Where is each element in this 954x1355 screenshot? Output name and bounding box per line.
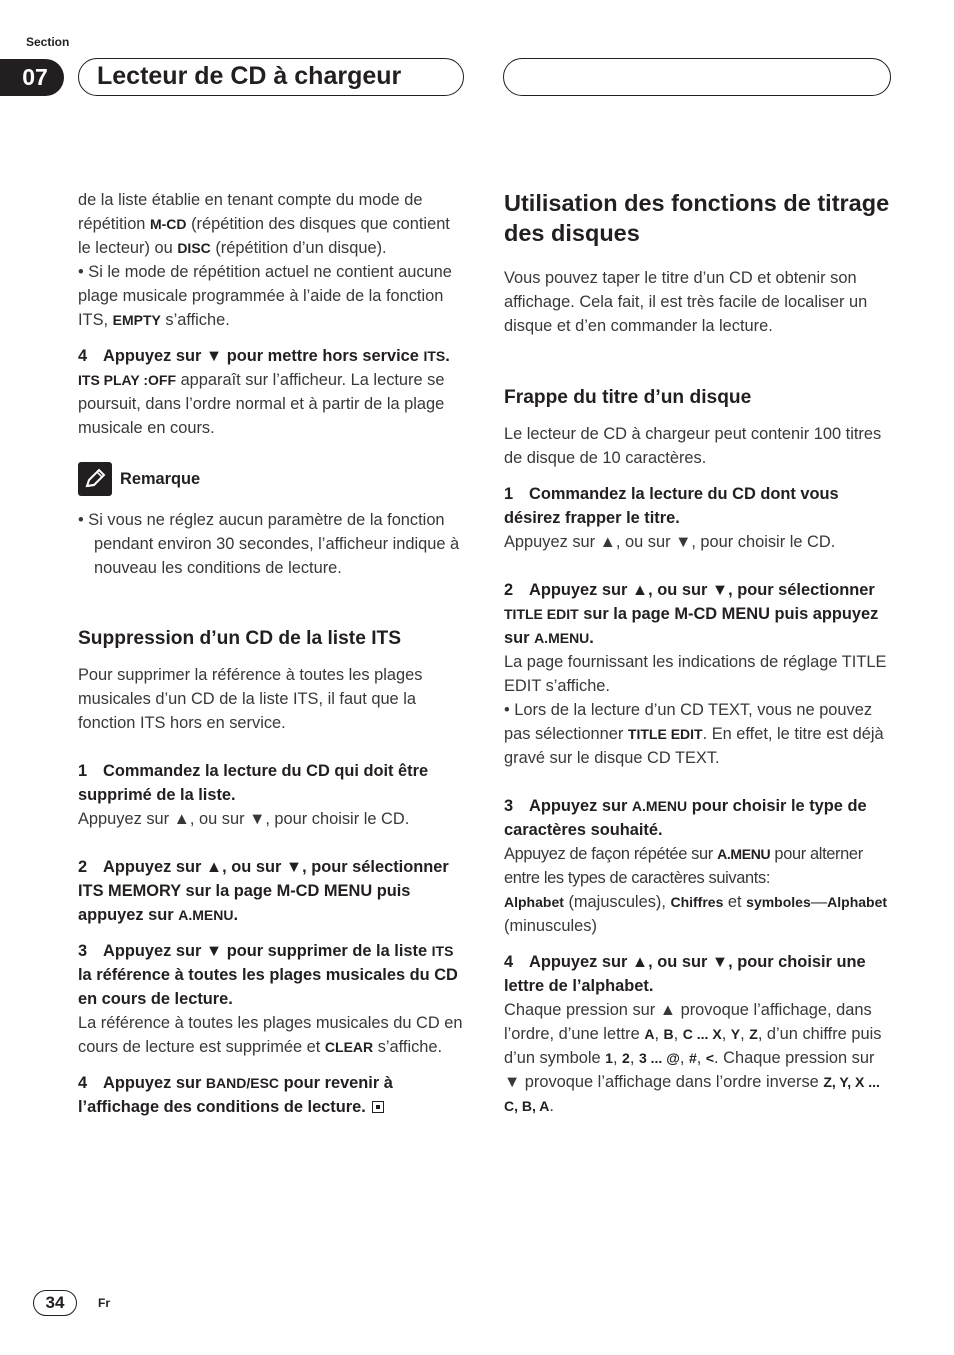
step-3 xyxy=(78,939,465,1011)
text-run: pour choisir le type de caractères souhaité. xyxy=(504,797,867,839)
text-run: apparaît sur l’afficheur. La lecture se poursuit, dans l’ordre normal et à partir de la plage musicale en cours. xyxy=(78,371,445,437)
step-description xyxy=(504,842,892,890)
pencil-icon xyxy=(78,462,112,496)
term: ITS xyxy=(423,348,446,364)
text-run: et xyxy=(723,893,747,911)
text-run: (minuscules) xyxy=(504,917,597,935)
paragraph: Pour supprimer la référence à toutes les plages musicales d’un CD de la liste ITS, il faut que la fonction ITS hors en service. xyxy=(78,666,423,732)
text-run: (majuscules), xyxy=(563,893,671,911)
step-number: 4 xyxy=(78,347,88,365)
term: Alphabet xyxy=(504,894,564,910)
text-run: s’affiche. xyxy=(373,1038,443,1056)
step-number: 3 xyxy=(504,797,514,815)
term: 1 xyxy=(605,1050,613,1066)
term: M-CD xyxy=(149,216,187,232)
term: A.MENU xyxy=(534,630,590,646)
text-run: . xyxy=(549,1097,554,1115)
term: C ... X xyxy=(682,1026,722,1042)
note-header xyxy=(78,462,465,496)
text-run: , xyxy=(612,1049,623,1067)
text-run: , xyxy=(721,1025,731,1043)
term: BAND/ESC xyxy=(205,1075,280,1091)
term: TITLE EDIT xyxy=(504,606,579,622)
text-run: , xyxy=(740,1025,750,1043)
header-empty-box xyxy=(503,58,891,96)
text-run: . xyxy=(445,347,450,365)
text-run: puis appuyez sur xyxy=(504,605,879,647)
section-number-badge: 07 xyxy=(0,59,64,96)
text-run: , xyxy=(679,1049,689,1067)
text-run: Appuyez de façon répétée sur xyxy=(504,845,718,863)
left-column xyxy=(78,188,465,1119)
step-number: 3 xyxy=(78,942,88,960)
text-run: • Si le mode de répétition actuel ne contient aucune plage musicale programmée à l’aide de la fonction ITS, xyxy=(78,263,452,329)
text-run: Appuyez sur ▼ pour mettre hors service xyxy=(103,347,424,365)
step-text xyxy=(504,797,867,839)
term: Y xyxy=(730,1026,741,1042)
text-run: . xyxy=(233,906,238,924)
term: Alphabet xyxy=(827,894,888,910)
term: DISC xyxy=(177,240,211,256)
text-run: Appuyez sur xyxy=(529,797,632,815)
text-run: — xyxy=(810,893,828,911)
step-text: Appuyez sur ▲, ou sur ▼, pour choisir une lettre de l’alphabet. xyxy=(504,953,866,995)
text-run: Chaque pression sur ▲ provoque l’affichage, dans l’ordre, d’une lettre xyxy=(504,1001,872,1043)
text-run: puis appuyez sur xyxy=(78,882,411,924)
step-description: Appuyez sur ▲, ou sur ▼, pour choisir le CD. xyxy=(78,810,410,828)
language-code: Fr xyxy=(98,1296,110,1310)
text-run: La référence à toutes les plages musicales du CD en cours de lecture est supprimée et xyxy=(78,1014,463,1056)
text-run: pour revenir à l’affichage des conditions de lecture. xyxy=(78,1074,393,1116)
term: A.MENU xyxy=(631,798,688,814)
term: EMPTY xyxy=(112,312,161,328)
term: ITS PLAY :OFF xyxy=(78,372,177,388)
text-run: ITS MEMORY xyxy=(78,882,181,900)
note-title: Remarque xyxy=(120,470,201,488)
text-run: . En effet, le titre est déjà gravé sur le disque CD TEXT. xyxy=(504,725,884,767)
text-run: Appuyez sur xyxy=(103,1074,206,1092)
step-3 xyxy=(504,794,892,842)
text-run: Appuyez sur ▲, ou sur ▼, pour sélectionner xyxy=(529,581,875,599)
term: 3 ... @ xyxy=(638,1050,680,1066)
paragraph xyxy=(78,368,465,440)
text-run: , xyxy=(673,1025,683,1043)
term: A.MENU xyxy=(717,846,771,862)
step-2 xyxy=(78,855,465,927)
step-1 xyxy=(504,482,892,530)
step-1 xyxy=(78,759,465,807)
step-text xyxy=(78,858,449,924)
text-run: sur la page xyxy=(180,882,277,900)
term: CLEAR xyxy=(324,1039,374,1055)
step-number: 1 xyxy=(78,762,88,780)
end-of-section-icon xyxy=(372,1101,384,1113)
step-number: 4 xyxy=(504,953,514,971)
term: 2 xyxy=(622,1050,630,1066)
section-label: Section xyxy=(26,35,70,49)
text-run: (répétition des disques que contient le lecteur) ou xyxy=(78,215,450,257)
step-number: 2 xyxy=(78,858,88,876)
term: Z, Y, X ... C, B, A xyxy=(504,1074,880,1114)
text-run: Appuyez sur ▲, ou sur ▼, pour sélectionner xyxy=(103,858,449,876)
text-run: Appuyez sur ▼ pour supprimer de la liste xyxy=(103,942,432,960)
term: Z xyxy=(749,1026,758,1042)
term: A.MENU xyxy=(178,907,234,923)
page-number: 34 xyxy=(33,1290,77,1316)
character-types xyxy=(504,890,892,938)
term: TITLE EDIT xyxy=(627,726,703,742)
chapter-title: Lecteur de CD à chargeur xyxy=(78,58,464,96)
text-run: s’affiche. xyxy=(160,311,230,329)
text-run: , d’un chiffre puis d’un symbole xyxy=(504,1025,882,1067)
text-run: , xyxy=(629,1049,639,1067)
step-text xyxy=(103,347,450,365)
heading-suppression: Suppression d’un CD de la liste ITS xyxy=(78,628,402,649)
note-text: • Si vous ne réglez aucun paramètre de la fonction pendant environ 30 secondes, l’afficheur indique à nouveau les conditions de lecture. xyxy=(78,511,460,577)
step-description: La page fournissant les indications de réglage TITLE EDIT s’affiche. xyxy=(504,653,887,695)
text-run: pour alterner entre les types de caractères suivants: xyxy=(504,845,863,887)
term: Chiffres xyxy=(670,894,724,910)
text-run: la référence à toutes les plages musicales du CD en cours de lecture. xyxy=(78,966,458,1008)
heading-frappe: Frappe du titre d’un disque xyxy=(504,387,752,408)
step-description: Appuyez sur ▲, ou sur ▼, pour choisir le CD. xyxy=(504,533,836,551)
paragraph xyxy=(78,188,465,260)
right-column xyxy=(504,188,892,1118)
paragraph: Le lecteur de CD à chargeur peut contenir 100 titres de disque de 10 caractères. xyxy=(504,425,882,467)
text-run: M-CD MENU xyxy=(276,882,373,900)
step-text: Commandez la lecture du CD qui doit être supprimé de la liste. xyxy=(78,762,429,804)
text-run: de la liste établie en tenant compte du mode de répétition xyxy=(78,191,423,233)
step-4 xyxy=(78,344,465,368)
step-4 xyxy=(504,950,892,998)
step-bullet xyxy=(504,698,892,770)
term: < xyxy=(705,1050,715,1066)
step-text xyxy=(78,1074,393,1116)
term: # xyxy=(688,1050,697,1066)
text-run: . xyxy=(589,629,594,647)
text-run: , xyxy=(654,1025,664,1043)
heading-main: Utilisation des fonctions de titrage des disques xyxy=(504,190,890,246)
term: ITS xyxy=(431,943,454,959)
step-2 xyxy=(504,578,892,650)
step-number: 1 xyxy=(504,485,514,503)
text-run: , xyxy=(696,1049,706,1067)
text-run: sur la page xyxy=(578,605,675,623)
step-text: Commandez la lecture du CD dont vous désirez frapper le titre. xyxy=(504,485,839,527)
text-run: . Chaque pression sur ▼ provoque l’affichage dans l’ordre inverse xyxy=(504,1049,875,1091)
text-run: M-CD MENU xyxy=(674,605,770,623)
step-number: 2 xyxy=(504,581,514,599)
step-text xyxy=(78,942,458,1008)
step-text xyxy=(504,581,878,647)
term: symboles xyxy=(746,894,811,910)
step-description xyxy=(504,998,892,1118)
step-description xyxy=(78,1011,465,1059)
text-run: (répétition d’un disque). xyxy=(210,239,387,257)
paragraph-bullet xyxy=(78,260,465,332)
text-run: • Lors de la lecture d’un CD TEXT, vous ne pouvez pas sélectionner xyxy=(504,701,873,743)
paragraph: Vous pouvez taper le titre d’un CD et obtenir son affichage. Cela fait, il est très facile de localiser un disque et d’en commander la lecture. xyxy=(504,269,868,335)
step-4b xyxy=(78,1071,465,1119)
term: A xyxy=(644,1026,655,1042)
term: B xyxy=(663,1026,674,1042)
step-number: 4 xyxy=(78,1074,88,1092)
